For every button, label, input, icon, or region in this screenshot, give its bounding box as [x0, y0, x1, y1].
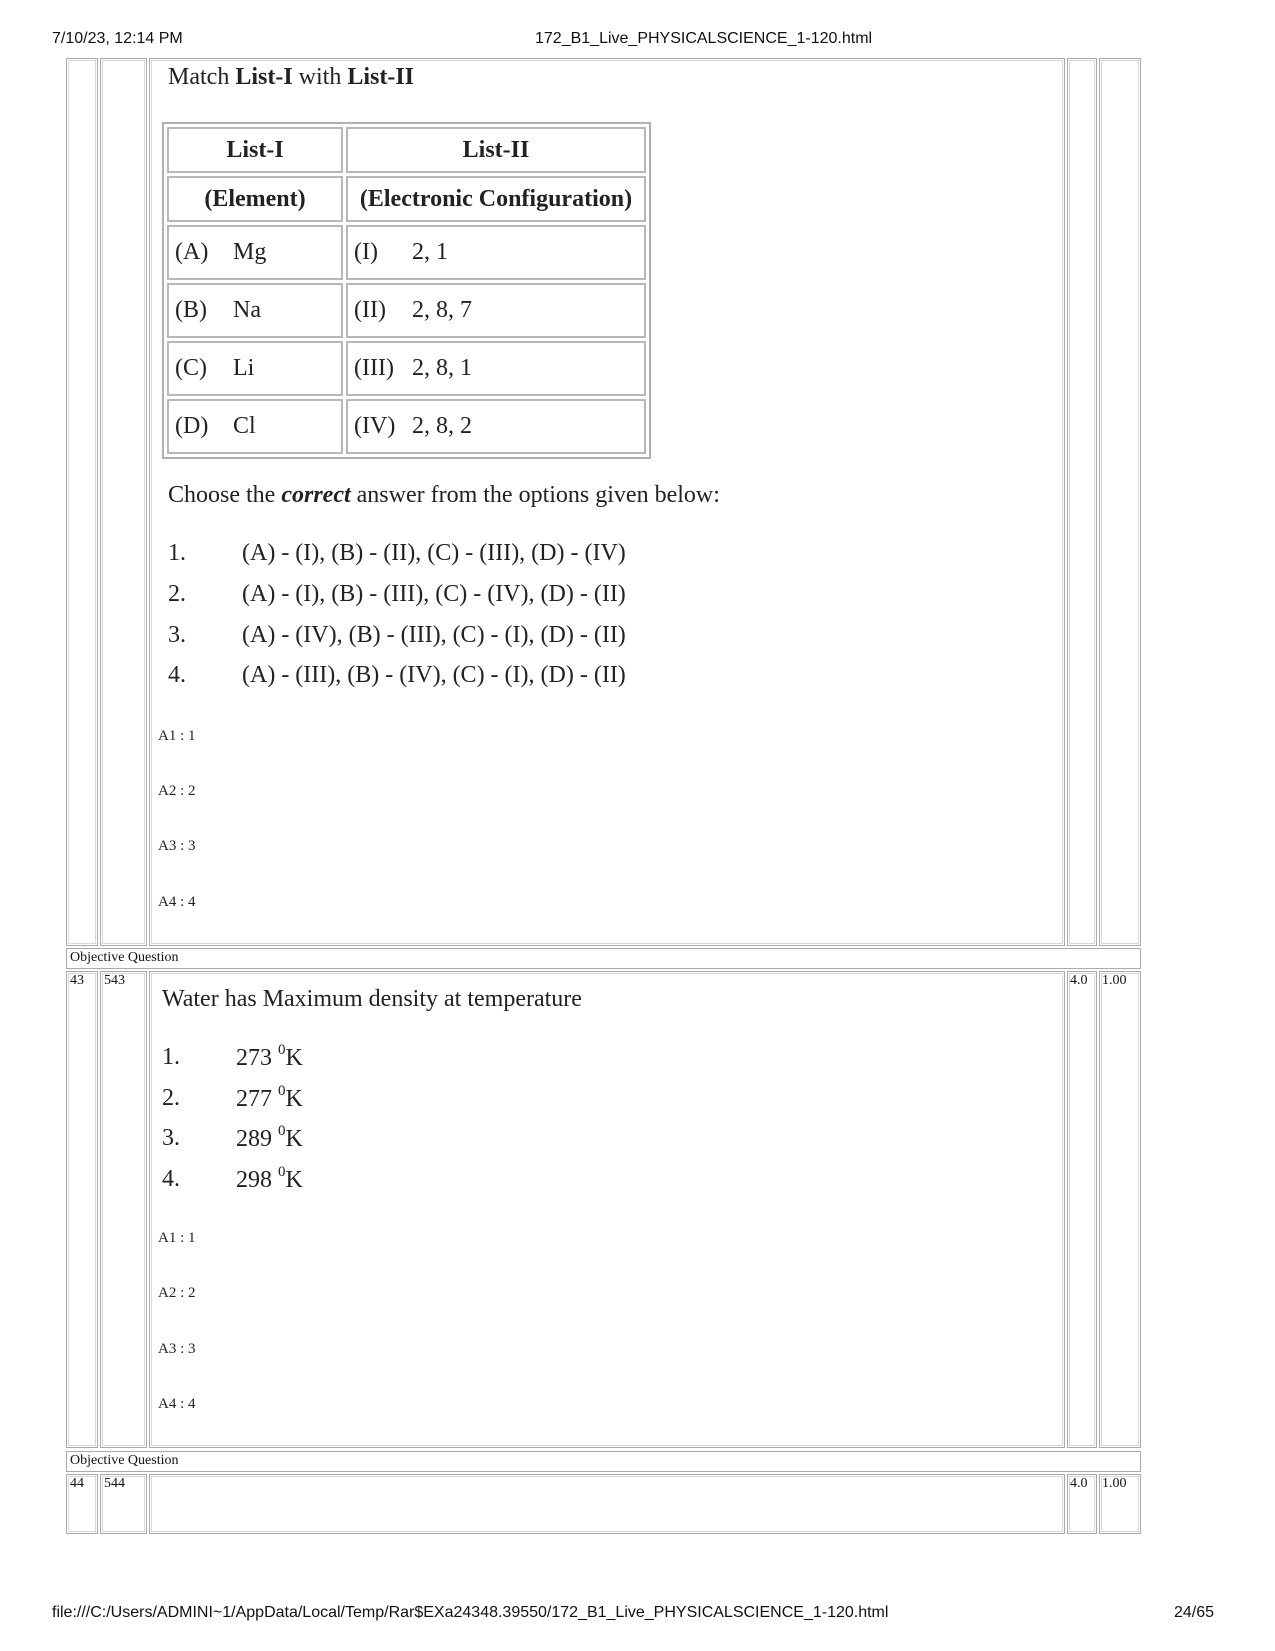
option-text: 298 $^0$K — [236, 1164, 303, 1193]
print-page-indicator: 24/65 — [1174, 1604, 1215, 1621]
list2-tag: (IV) — [354, 413, 396, 439]
answer-key: A2 : 2 — [158, 783, 196, 799]
list2-tag: (II) — [354, 297, 386, 323]
qid-cell — [100, 58, 147, 946]
serial-number: 43 — [70, 973, 84, 988]
answer-key: A1 : 1 — [158, 728, 196, 744]
element-name: Cl — [233, 413, 256, 439]
option-number: 1. — [162, 1044, 180, 1070]
sno-cell — [66, 971, 98, 1448]
question-type-label: Objective Question — [66, 1451, 1141, 1472]
option-text: 273 $^0$K — [236, 1042, 303, 1071]
option-text: 277 $^0$K — [236, 1083, 303, 1112]
option-text: (A) - (IV), (B) - (III), (C) - (I), (D) - (II) — [242, 622, 626, 648]
question-cell — [149, 971, 1065, 1448]
option-text: (A) - (I), (B) - (III), (C) - (IV), (D) - (II) — [242, 581, 626, 607]
match-row — [167, 283, 646, 338]
print-datetime: 7/10/23, 12:14 PM — [52, 30, 183, 47]
match-row — [167, 225, 646, 280]
header-list-2: List-II — [346, 127, 646, 173]
match-row — [167, 399, 646, 454]
list1-tag: (D) — [175, 413, 209, 439]
question-id: 544 — [104, 1476, 125, 1491]
element-name: Mg — [233, 239, 267, 265]
electronic-config: 2, 8, 2 — [412, 413, 472, 439]
negative-cell — [1099, 58, 1141, 946]
marks-value: 4.0 — [1070, 973, 1088, 988]
option-number: 3. — [168, 622, 186, 648]
option-number: 3. — [162, 1125, 180, 1151]
print-doc-title: 172_B1_Live_PHYSICALSCIENCE_1-120.html — [535, 30, 873, 47]
match-table — [162, 122, 651, 459]
electronic-config: 2, 8, 7 — [412, 297, 472, 323]
print-file-path: file:///C:/Users/ADMINI~1/AppData/Local/Temp/Rar$EXa24348.39550/172_B1_Live_PHYSICALSCIENCE_1-120.html — [52, 1604, 889, 1621]
electronic-config: 2, 1 — [412, 239, 448, 265]
choose-instruction: Choose the correct answer from the options given below: — [168, 482, 720, 508]
list1-tag: (A) — [175, 239, 209, 265]
question-text: Water has Maximum density at temperature — [162, 986, 582, 1012]
match-instruction: Match List-I with List-II — [168, 64, 415, 90]
option-text: 289 $^0$K — [236, 1123, 303, 1152]
qid-cell — [100, 971, 147, 1448]
option-number: 2. — [168, 581, 186, 607]
option-text: (A) - (I), (B) - (II), (C) - (III), (D) - (IV) — [242, 540, 626, 566]
serial-number: 44 — [70, 1476, 84, 1491]
sno-cell — [66, 58, 98, 946]
option-text: (A) - (III), (B) - (IV), (C) - (I), (D) - (II) — [242, 662, 626, 688]
answer-key: A4 : 4 — [158, 894, 196, 910]
marks-cell — [1067, 971, 1097, 1448]
option-number: 4. — [162, 1166, 180, 1192]
answer-key: A3 : 3 — [158, 1341, 196, 1357]
list2-tag: (I) — [354, 239, 378, 265]
list1-tag: (C) — [175, 355, 207, 381]
answer-key: A1 : 1 — [158, 1230, 196, 1246]
option-number: 1. — [168, 540, 186, 566]
negative-marks: 1.00 — [1102, 973, 1127, 988]
match-header-row — [167, 127, 646, 173]
list1-tag: (B) — [175, 297, 207, 323]
option-number: 2. — [162, 1085, 180, 1111]
subheader-element: (Element) — [167, 176, 343, 222]
header-list-1: List-I — [167, 127, 343, 173]
answer-key: A3 : 3 — [158, 838, 196, 854]
element-name: Li — [233, 355, 255, 381]
answer-key: A2 : 2 — [158, 1285, 196, 1301]
element-name: Na — [233, 297, 261, 323]
list2-tag: (III) — [354, 355, 394, 381]
question-type-label: Objective Question — [66, 948, 1141, 969]
negative-cell — [1099, 971, 1141, 1448]
negative-marks: 1.00 — [1102, 1476, 1127, 1491]
electronic-config: 2, 8, 1 — [412, 355, 472, 381]
marks-value: 4.0 — [1070, 1476, 1088, 1491]
option-number: 4. — [168, 662, 186, 688]
marks-cell — [1067, 58, 1097, 946]
answer-key: A4 : 4 — [158, 1396, 196, 1412]
question-id: 543 — [104, 973, 125, 988]
question-cell — [149, 1474, 1065, 1534]
subheader-config: (Electronic Configuration) — [346, 176, 646, 222]
match-row — [167, 341, 646, 396]
match-subheader-row — [167, 176, 646, 222]
